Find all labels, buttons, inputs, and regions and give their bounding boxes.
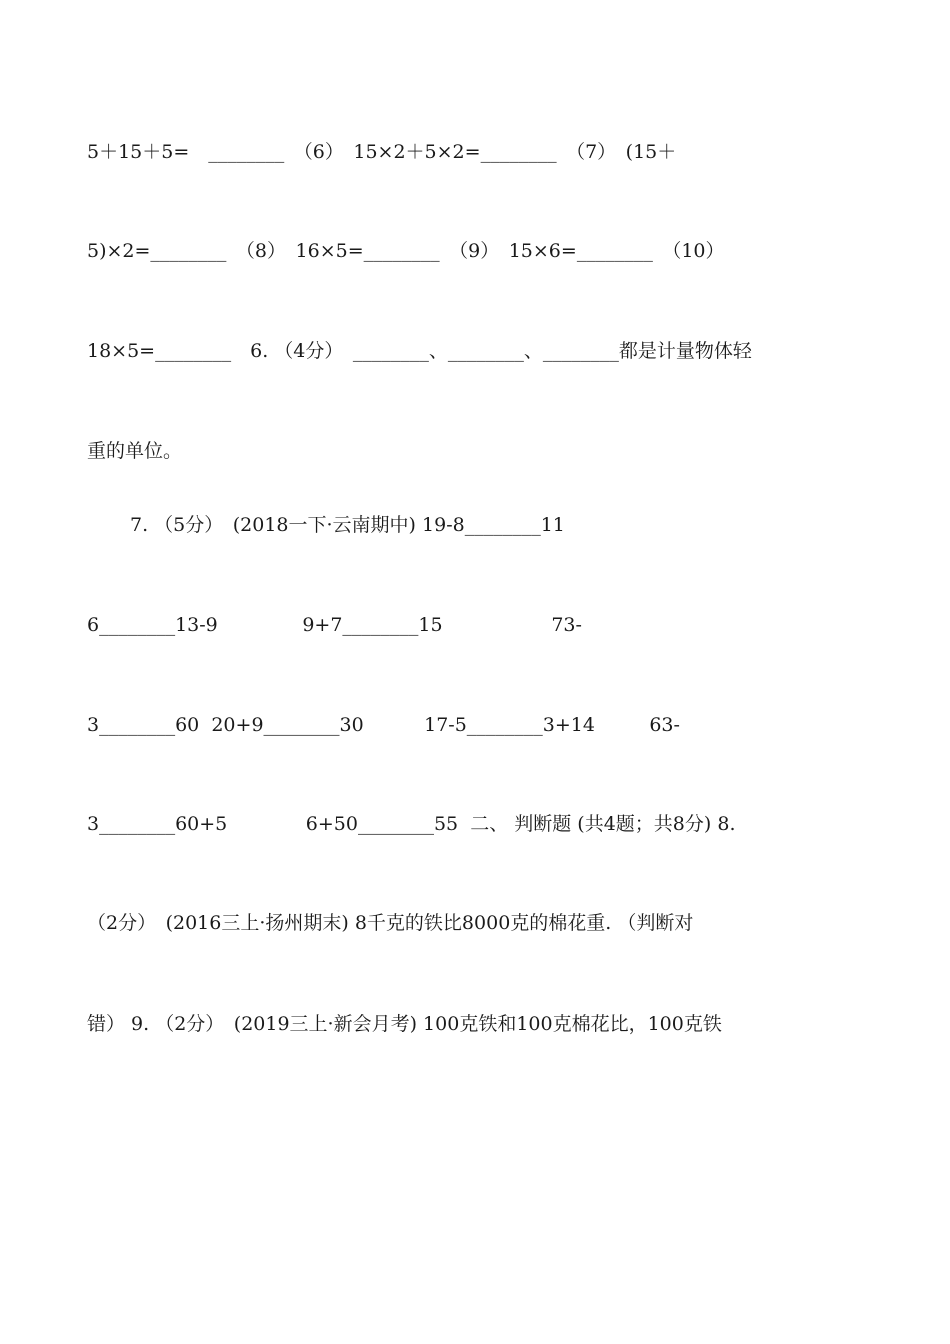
question-7-header: 7. （5分） (2018一下·云南期中) 19-8________11 [130, 514, 565, 536]
text-line-10: 错） 9. （2分） (2019三上·新会月考) 100克铁和100克棉花比，100克铁 [87, 1013, 722, 1035]
text-line-9: （2分） (2016三上·扬州期末) 8千克的铁比8000克的棉花重. （判断对 [87, 912, 694, 934]
text-line-7: 3________60 20+9________30 17-5________3+14 63- [87, 714, 680, 736]
text-line-4: 重的单位。 [87, 440, 183, 462]
text-line-3: 18×5=________ 6. （4分） ________、________、________都是计量物体轻 [87, 340, 752, 362]
text-line-2: 5)×2=________ （8） 16×5=________ （9） 15×6=________ （10） [87, 240, 725, 262]
text-line-8: 3________60+5 6+50________55 二、 判断题 (共4题；共8分) 8. [87, 813, 736, 835]
text-line-1: 5＋15＋5= ________ （6） 15×2＋5×2=________ （7） (15＋ [87, 141, 677, 163]
text-line-6: 6________13-9 9+7________15 73- [87, 614, 582, 636]
